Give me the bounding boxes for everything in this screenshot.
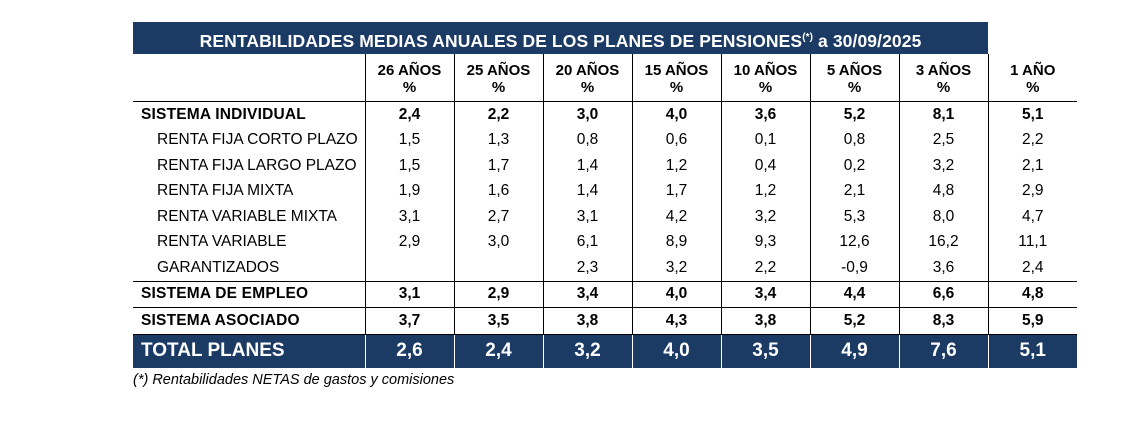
header-unit-15-anos: % — [632, 79, 721, 102]
row-label: SISTEMA ASOCIADO — [133, 308, 365, 335]
row-value: 3,8 — [543, 308, 632, 335]
row-value: 3,8 — [721, 308, 810, 335]
row-value: 2,4 — [365, 102, 454, 128]
row-value: 8,9 — [632, 230, 721, 256]
row-value: 1,7 — [454, 153, 543, 179]
row-value: 5,1 — [988, 102, 1077, 128]
row-value: 8,0 — [899, 204, 988, 230]
row-value: 4,3 — [632, 308, 721, 335]
table-title-date: a 30/09/2025 — [813, 30, 922, 51]
total-value-5-anos: 4,9 — [810, 334, 899, 368]
header-unit-5-anos: % — [810, 79, 899, 102]
total-value-25-anos: 2,4 — [454, 334, 543, 368]
row-value: 2,1 — [810, 179, 899, 205]
total-value-15-anos: 4,0 — [632, 334, 721, 368]
row-value: 2,2 — [721, 255, 810, 281]
row-value: 3,4 — [543, 281, 632, 308]
table-row — [133, 308, 1077, 335]
row-value: 0,8 — [543, 128, 632, 154]
row-value: 4,0 — [632, 102, 721, 128]
header-col-26-anos: 26 AÑOS — [365, 54, 454, 79]
table-header-period-row — [133, 54, 1077, 79]
row-value: 3,2 — [899, 153, 988, 179]
total-value-26-anos: 2,6 — [365, 334, 454, 368]
table-footnote: (*) Rentabilidades NETAS de gastos y comisiones — [133, 372, 455, 388]
header-col-25-anos: 25 AÑOS — [454, 54, 543, 79]
table-row — [133, 153, 1077, 179]
row-value: 1,2 — [632, 153, 721, 179]
row-value: 4,8 — [899, 179, 988, 205]
table-row — [133, 281, 1077, 308]
row-value: 3,4 — [721, 281, 810, 308]
row-value: 1,2 — [721, 179, 810, 205]
row-value: 1,5 — [365, 128, 454, 154]
table-body — [133, 102, 1077, 335]
row-value: 16,2 — [899, 230, 988, 256]
row-value: 6,6 — [899, 281, 988, 308]
header-unit-26-anos: % — [365, 79, 454, 102]
header-col-15-anos: 15 AÑOS — [632, 54, 721, 79]
row-value: 0,8 — [810, 128, 899, 154]
row-value: 1,3 — [454, 128, 543, 154]
row-value: 4,7 — [988, 204, 1077, 230]
header-unit-20-anos: % — [543, 79, 632, 102]
row-value: 2,1 — [988, 153, 1077, 179]
row-label: SISTEMA INDIVIDUAL — [133, 102, 365, 128]
row-value: 3,6 — [721, 102, 810, 128]
header-col-1-ano: 1 AÑO — [988, 54, 1077, 79]
row-value: 4,0 — [632, 281, 721, 308]
header-col-3-anos: 3 AÑOS — [899, 54, 988, 79]
row-value: 3,6 — [899, 255, 988, 281]
table-row — [133, 179, 1077, 205]
row-value: 2,9 — [454, 281, 543, 308]
row-value: 5,9 — [988, 308, 1077, 335]
row-label: RENTA VARIABLE — [157, 233, 287, 251]
header-unit-1-ano: % — [988, 79, 1077, 102]
row-value: 2,4 — [988, 255, 1077, 281]
row-value: 3,0 — [543, 102, 632, 128]
header-unit-10-anos: % — [721, 79, 810, 102]
row-value: 8,1 — [899, 102, 988, 128]
row-value — [454, 255, 543, 281]
row-label: GARANTIZADOS — [133, 255, 365, 281]
row-value: 1,5 — [365, 153, 454, 179]
row-value: 2,9 — [365, 230, 454, 256]
row-value: 8,3 — [899, 308, 988, 335]
row-value: 12,6 — [810, 230, 899, 256]
header-unit-blank-cell — [133, 79, 365, 102]
row-value: 9,3 — [721, 230, 810, 256]
row-value: 5,3 — [810, 204, 899, 230]
row-label: RENTA FIJA LARGO PLAZO — [157, 156, 357, 174]
total-row-label: TOTAL PLANES — [133, 334, 365, 368]
row-value: 2,2 — [454, 102, 543, 128]
pension-returns-table — [133, 54, 1077, 368]
header-col-5-anos: 5 AÑOS — [810, 54, 899, 79]
row-value: 3,1 — [543, 204, 632, 230]
row-value: 11,1 — [988, 230, 1077, 256]
row-value: 4,2 — [632, 204, 721, 230]
row-value: 2,7 — [454, 204, 543, 230]
header-blank-cell — [133, 54, 365, 79]
row-value: 0,6 — [632, 128, 721, 154]
table-row — [133, 102, 1077, 128]
row-value: 3,2 — [721, 204, 810, 230]
table-row — [133, 255, 1077, 281]
row-value: 3,5 — [454, 308, 543, 335]
row-value: 2,2 — [988, 128, 1077, 154]
row-value: 3,0 — [454, 230, 543, 256]
row-value: 2,9 — [988, 179, 1077, 205]
row-value: 2,5 — [899, 128, 988, 154]
table-total-row — [133, 334, 1077, 368]
row-label: RENTA FIJA CORTO PLAZO — [157, 131, 358, 149]
table-title-text: RENTABILIDADES MEDIAS ANUALES DE LOS PLANES DE PENSIONES — [199, 30, 803, 51]
header-unit-25-anos: % — [454, 79, 543, 102]
row-value: 1,9 — [365, 179, 454, 205]
row-value: 3,2 — [632, 255, 721, 281]
row-value: -0,9 — [810, 255, 899, 281]
table-row — [133, 204, 1077, 230]
row-value — [365, 255, 454, 281]
row-value: 1,7 — [632, 179, 721, 205]
row-value: 3,1 — [365, 281, 454, 308]
total-value-3-anos: 7,6 — [899, 334, 988, 368]
row-value: 0,4 — [721, 153, 810, 179]
table-header-unit-row — [133, 79, 1077, 102]
row-value: 0,2 — [810, 153, 899, 179]
row-value: 1,4 — [543, 153, 632, 179]
row-value: 5,2 — [810, 308, 899, 335]
table-row — [133, 128, 1077, 154]
row-value: 4,4 — [810, 281, 899, 308]
table-title — [133, 22, 988, 54]
total-value-10-anos: 3,5 — [721, 334, 810, 368]
row-value: 3,7 — [365, 308, 454, 335]
header-col-10-anos: 10 AÑOS — [721, 54, 810, 79]
row-value: 1,4 — [543, 179, 632, 205]
row-value: 4,8 — [988, 281, 1077, 308]
header-col-20-anos: 20 AÑOS — [543, 54, 632, 79]
row-label: RENTA FIJA MIXTA — [157, 182, 294, 200]
table-title-footnote-marker: (*) — [802, 32, 814, 43]
row-value: 6,1 — [543, 230, 632, 256]
total-value-20-anos: 3,2 — [543, 334, 632, 368]
row-value: 5,2 — [810, 102, 899, 128]
row-label: SISTEMA DE EMPLEO — [133, 281, 365, 308]
header-unit-3-anos: % — [899, 79, 988, 102]
row-label: RENTA VARIABLE MIXTA — [157, 207, 338, 225]
pension-returns-table-container — [133, 22, 1056, 368]
row-value: 2,3 — [543, 255, 632, 281]
total-value-1-ano: 5,1 — [988, 334, 1077, 368]
table-row — [133, 230, 1077, 256]
row-value: 3,1 — [365, 204, 454, 230]
row-value: 0,1 — [721, 128, 810, 154]
row-value: 1,6 — [454, 179, 543, 205]
